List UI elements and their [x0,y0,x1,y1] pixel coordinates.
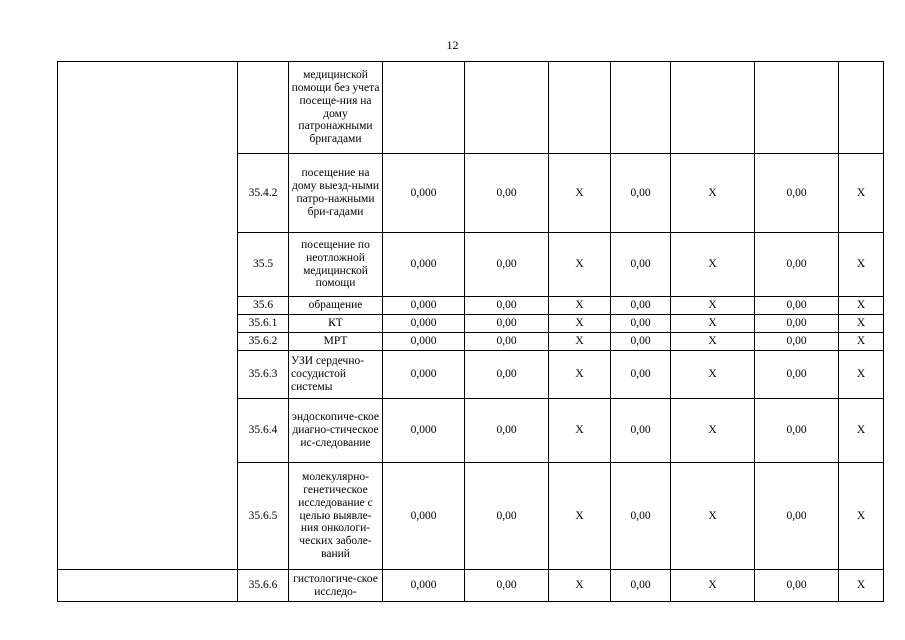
value-cell: X [549,233,611,297]
row-name: посещение по неотложной медицинской помощи [289,233,383,297]
value-cell: 0,000 [383,333,465,351]
value-cell: X [549,399,611,463]
value-cell: 0,00 [611,315,671,333]
value-cell: 0,000 [383,463,465,570]
value-cell: X [839,351,884,399]
value-cell: 0,00 [465,315,549,333]
value-cell: 0,000 [383,315,465,333]
value-cell: 0,00 [465,463,549,570]
data-table [57,61,884,602]
row-code [238,62,289,154]
value-cell: 0,00 [465,333,549,351]
value-cell: 0,00 [465,399,549,463]
value-cell: 0,00 [611,233,671,297]
value-cell [671,62,755,154]
value-cell: 0,00 [465,233,549,297]
row-name: МРТ [289,333,383,351]
row-name: медицинской помощи без учета посеще-ния на дому патронажными бригадами [289,62,383,154]
value-cell: 0,00 [465,570,549,602]
value-cell: X [671,399,755,463]
value-cell: 0,00 [465,351,549,399]
value-cell [755,62,839,154]
value-cell: 0,00 [755,399,839,463]
value-cell: 0,00 [755,351,839,399]
value-cell: X [839,154,884,233]
value-cell [839,62,884,154]
value-cell: X [839,297,884,315]
row-name: КТ [289,315,383,333]
value-cell: 0,00 [611,297,671,315]
row-code: 35.4.2 [238,154,289,233]
row-name: УЗИ сердечно-сосудистой системы [289,351,383,399]
value-cell: 0,00 [755,570,839,602]
table-row [58,570,884,602]
row-name: молекулярно-генетическое исследование с целью выявле-ния онкологи-ческих заболе-ваний [289,463,383,570]
row-code: 35.5 [238,233,289,297]
row-code: 35.6 [238,297,289,315]
first-column-cell [58,62,238,570]
value-cell: 0,00 [755,154,839,233]
value-cell: X [671,233,755,297]
value-cell: 0,00 [611,154,671,233]
value-cell [465,62,549,154]
value-cell [383,62,465,154]
value-cell: X [671,463,755,570]
value-cell: 0,00 [611,333,671,351]
value-cell: 0,00 [465,154,549,233]
value-cell: 0,000 [383,154,465,233]
value-cell: 0,000 [383,233,465,297]
value-cell: X [671,297,755,315]
row-name: эндоскопиче-ское диагно-стическое ис-следование [289,399,383,463]
value-cell: X [671,315,755,333]
row-code: 35.6.1 [238,315,289,333]
value-cell: X [839,333,884,351]
value-cell: 0,00 [611,463,671,570]
row-name: гистологиче-ское исследо- [289,570,383,602]
value-cell: X [671,570,755,602]
value-cell: 0,00 [611,399,671,463]
value-cell: X [549,333,611,351]
value-cell: X [839,399,884,463]
value-cell: X [549,154,611,233]
row-code: 35.6.3 [238,351,289,399]
value-cell: 0,00 [755,463,839,570]
value-cell: X [839,570,884,602]
value-cell: X [549,570,611,602]
value-cell: 0,000 [383,399,465,463]
value-cell: 0,000 [383,570,465,602]
row-code: 35.6.4 [238,399,289,463]
first-column-cell [58,570,238,602]
value-cell: X [671,333,755,351]
value-cell: 0,00 [755,333,839,351]
row-name: обращение [289,297,383,315]
table-row [58,62,884,154]
value-cell: X [549,315,611,333]
value-cell: X [549,463,611,570]
value-cell: X [671,351,755,399]
value-cell [611,62,671,154]
value-cell: X [671,154,755,233]
value-cell: 0,00 [755,233,839,297]
value-cell: X [549,351,611,399]
row-code: 35.6.2 [238,333,289,351]
row-code: 35.6.6 [238,570,289,602]
value-cell: X [549,297,611,315]
value-cell: 0,00 [755,315,839,333]
row-code: 35.6.5 [238,463,289,570]
value-cell: 0,00 [465,297,549,315]
value-cell: X [839,233,884,297]
value-cell: 0,00 [611,570,671,602]
value-cell: 0,00 [755,297,839,315]
value-cell: X [839,463,884,570]
value-cell: X [839,315,884,333]
value-cell: 0,000 [383,297,465,315]
value-cell: 0,000 [383,351,465,399]
value-cell: 0,00 [611,351,671,399]
page-number: 12 [446,38,459,52]
row-name: посещение на дому выезд-ными патро-нажными бри-гадами [289,154,383,233]
value-cell [549,62,611,154]
